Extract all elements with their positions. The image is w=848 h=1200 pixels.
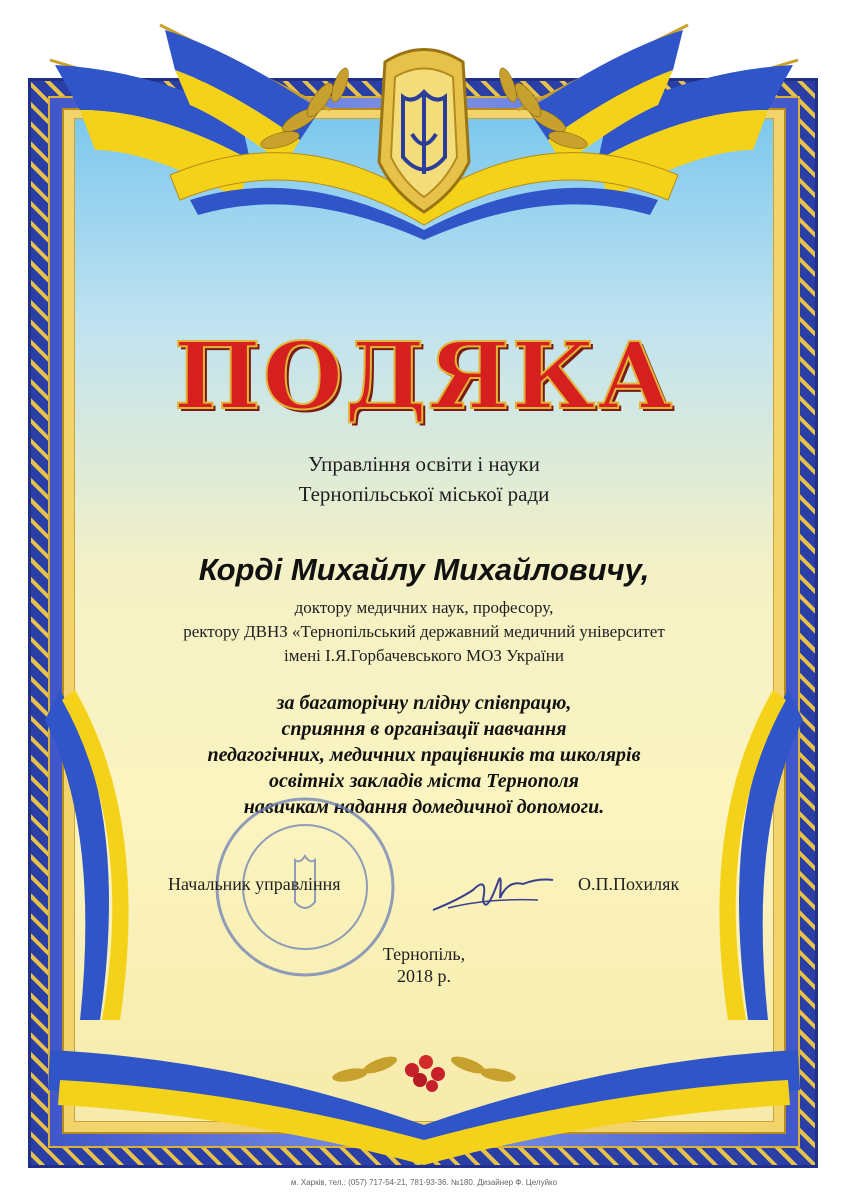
- signatory-name: О.П.Похиляк: [578, 874, 680, 894]
- merit-line-5: навичкам надання домедичної допомоги.: [243, 796, 605, 818]
- signatory-title: Начальник управління: [168, 874, 341, 894]
- position-line-2: ректору ДВНЗ «Тернопільський державний медичний університет: [183, 622, 665, 641]
- issuer-line-2: Тернопільської міської ради: [298, 482, 550, 506]
- issuer-line-1: Управління освіти і науки: [308, 452, 540, 476]
- coat-of-arms-emblem: [365, 42, 483, 217]
- merit-line-3: педагогічних, медичних працівників та школярів: [207, 744, 641, 766]
- printer-footer: м. Харків, тел.: (057) 717-54-21, 781-93-36. №180. Дизайнер Ф. Целуйко: [290, 1178, 558, 1187]
- merit-line-2: сприяння в організації навчання: [281, 718, 567, 740]
- recipient-name: Корді Михайлу Михайловичу,: [198, 552, 650, 587]
- handwritten-signature: [428, 870, 558, 920]
- position-line-1: доктору медичних наук, професору,: [294, 598, 554, 617]
- certificate-title: ПОДЯКА: [173, 322, 675, 430]
- issue-year: 2018 р.: [397, 966, 451, 986]
- bottom-ribbon-decoration: [40, 1020, 808, 1170]
- merit-line-1: за багаторічну плідну співпрацю,: [276, 692, 572, 714]
- viburnum-berries-icon: [405, 1055, 445, 1092]
- position-line-3: імені І.Я.Горбачевського МОЗ України: [284, 646, 564, 665]
- issue-place: Тернопіль,: [382, 944, 466, 964]
- merit-line-4: освітніх закладів міста Тернополя: [269, 770, 579, 792]
